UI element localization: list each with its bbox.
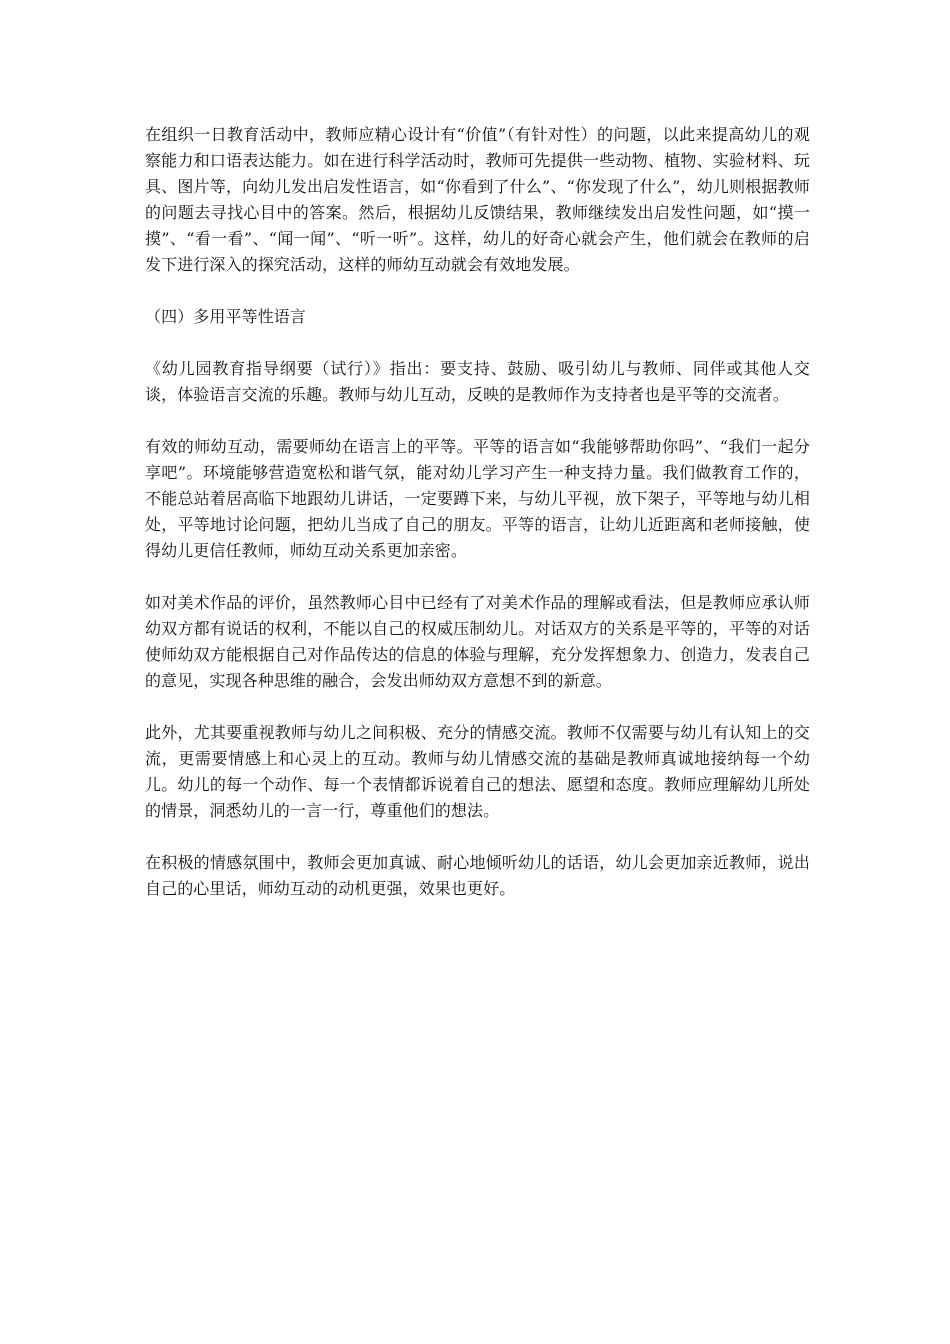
- paragraph-3: 有效的师幼互动，需要师幼在语言上的平等。平等的语言如“我能够帮助你吗”、“我们一起分享吧”。环境能够营造宽松和谐气氛，能对幼儿学习产生一种支持力量。我们做教育工作的，不能总站着居高临下地跟幼儿讲话，一定要蹲下来，与幼儿平视，放下架子，平等地与幼儿相处，平等地讨论问题，把幼儿当成了自己的朋友。平等的语言，让幼儿近距离和老师接触，使得幼儿更信任教师，师幼互动关系更加亲密。: [145, 437, 810, 560]
- document-body: [145, 122, 810, 928]
- section-heading: （四）多用平等性语言: [145, 307, 307, 326]
- paragraph-1: 在组织一日教育活动中，教师应精心设计有“价值”（有针对性）的问题，以此来提高幼儿的观察能力和口语表达能力。如在进行科学活动时，教师可先提供一些动物、植物、实验材料、玩具、图片等，向幼儿发出启发性语言，如“你看到了什么”、“你发现了什么”，幼儿则根据教师的问题去寻找心目中的答案。然后，根据幼儿反馈结果，教师继续发出启发性问题，如“摸一摸”、“看一看”、“闻一闻”、“听一听”。这样，幼儿的好奇心就会产生，他们就会在教师的启发下进行深入的探究活动，这样的师幼互动就会有效地发展。: [145, 125, 810, 274]
- paragraph-2: 《幼儿园教育指导纲要（试行）》指出：要支持、鼓励、吸引幼儿与教师、同伴或其他人交谈，体验语言交流的乐趣。教师与幼儿互动，反映的是教师作为支持者也是平等的交流者。: [145, 359, 810, 404]
- paragraph-6: 在积极的情感氛围中，教师会更加真诚、耐心地倾听幼儿的话语，幼儿会更加亲近教师，说出自己的心里话，师幼互动的动机更强，效果也更好。: [145, 853, 810, 898]
- paragraph-5: 此外，尤其要重视教师与幼儿之间积极、充分的情感交流。教师不仅需要与幼儿有认知上的交流，更需要情感上和心灵上的互动。教师与幼儿情感交流的基础是教师真诚地接纳每一个幼儿。幼儿的每一个动作、每一个表情都诉说着自己的想法、愿望和态度。教师应理解幼儿所处的情景，洞悉幼儿的一言一行，尊重他们的想法。: [145, 723, 810, 820]
- paragraph-4: 如对美术作品的评价，虽然教师心目中已经有了对美术作品的理解或看法，但是教师应承认师幼双方都有说话的权利，不能以自己的权威压制幼儿。对话双方的关系是平等的，平等的对话使师幼双方能根据自己对作品传达的信息的体验与理解，充分发挥想象力、创造力，发表自己的意见，实现各种思维的融合，会发出师幼双方意想不到的新意。: [145, 593, 810, 690]
